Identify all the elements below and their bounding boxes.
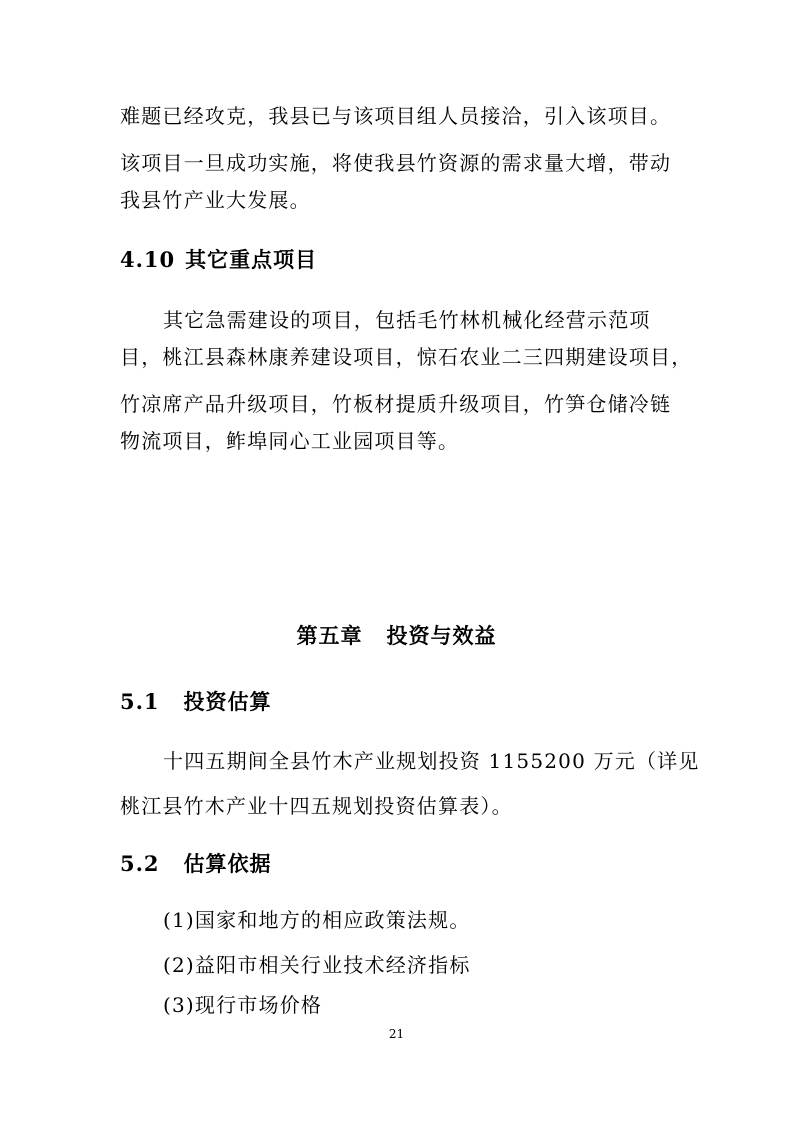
chapter-title <box>0 624 793 648</box>
section-number: 5.2 <box>120 851 160 876</box>
chapter-name: 投资与效益 <box>386 623 497 648</box>
paragraph-line: 我县竹产业大发展。 <box>120 188 311 212</box>
section-title: 投资估算 <box>183 689 272 714</box>
paragraph-line: 该项目一旦成功实施，将使我县竹资源的需求量大增，带动 <box>120 151 672 175</box>
section-number: 4.10 <box>120 247 176 272</box>
section-title: 估算依据 <box>183 851 272 876</box>
paragraph-line: 难题已经攻克，我县已与该项目组人员接洽，引入该项目。 <box>120 104 672 128</box>
paragraph-line: 桃江县竹木产业十四五规划投资估算表）。 <box>120 794 513 818</box>
chapter-label: 第五章 <box>296 623 363 648</box>
list-item: (2)益阳市相关行业技术经济指标 <box>163 953 471 977</box>
paragraph-line: 其它急需建设的项目，包括毛竹林机械化经营示范项 <box>163 308 651 332</box>
list-item: (3)现行市场价格 <box>163 993 323 1017</box>
page-number: 21 <box>388 1027 405 1041</box>
section-heading-4-10 <box>120 248 317 272</box>
section-heading-5-2 <box>120 852 272 876</box>
paragraph-line: 竹凉席产品升级项目，竹板材提质升级项目，竹笋仓储冷链 <box>120 392 672 416</box>
section-heading-5-1 <box>120 690 272 714</box>
paragraph-line: 物流项目，鲊埠同心工业园项目等。 <box>120 429 460 453</box>
section-number: 5.1 <box>120 689 160 714</box>
paragraph-line: 十四五期间全县竹木产业规划投资 1155200 万元（详见 <box>163 749 700 773</box>
list-item: (1)国家和地方的相应政策法规。 <box>163 908 471 932</box>
paragraph-line: 目，桃江县森林康养建设项目，惊石农业二三四期建设项目， <box>120 345 693 369</box>
section-title: 其它重点项目 <box>185 247 318 272</box>
